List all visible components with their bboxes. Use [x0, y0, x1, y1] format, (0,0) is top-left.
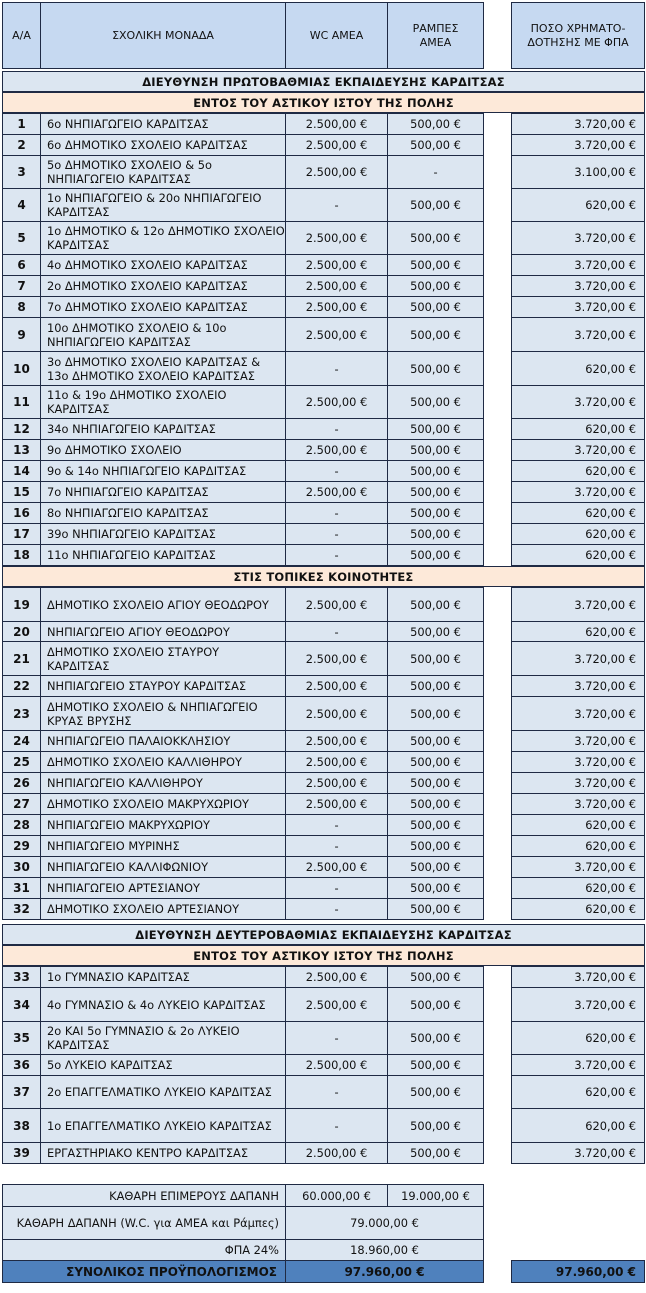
- row-number: 1: [2, 113, 41, 135]
- wc-cost: 2.500,00 €: [285, 317, 388, 352]
- ramp-cost: 500,00 €: [387, 587, 484, 622]
- ramp-cost: 500,00 €: [387, 351, 484, 386]
- directorate-title: ΔΙΕΥΘΥΝΣΗ ΠΡΩΤΟΒΑΘΜΙΑΣ ΕΚΠΑΙΔΕΥΣΗΣ ΚΑΡΔΙΤΣΑΣ: [2, 71, 645, 92]
- header-school: ΣΧΟΛΙΚΗ ΜΟΝΑΔΑ: [40, 2, 286, 69]
- funding-total: 620,00 €: [511, 621, 645, 642]
- ramp-cost: 500,00 €: [387, 523, 484, 545]
- wc-cost: 2.500,00 €: [285, 134, 388, 156]
- ramp-cost: 500,00 €: [387, 877, 484, 899]
- blank-column: [483, 113, 512, 566]
- row-number: 36: [2, 1054, 41, 1076]
- funding-total: 3.720,00 €: [511, 1054, 645, 1076]
- ramp-cost: 500,00 €: [387, 275, 484, 297]
- ramp-cost: 500,00 €: [387, 317, 484, 352]
- wc-cost: -: [285, 1021, 388, 1055]
- header-funding: ΠΟΣΟ ΧΡΗΜΑΤΟ-ΔΟΤΗΣΗΣ ΜΕ ΦΠΑ: [511, 2, 645, 69]
- ramp-cost: 500,00 €: [387, 621, 484, 642]
- funding-total: 620,00 €: [511, 418, 645, 440]
- row-number: 33: [2, 966, 41, 988]
- wc-cost: 2.500,00 €: [285, 254, 388, 276]
- row-number: 9: [2, 317, 41, 352]
- wc-cost: -: [285, 1075, 388, 1109]
- funding-total: 3.720,00 €: [511, 296, 645, 318]
- funding-total: 620,00 €: [511, 188, 645, 222]
- school-name: 3ο ΔΗΜΟΤΙΚΟ ΣΧΟΛΕΙΟ ΚΑΡΔΙΤΣΑΣ & 13ο ΔΗΜΟΤΙΚΟ ΣΧΟΛΕΙΟ ΚΑΡΔΙΤΣΑΣ: [40, 351, 286, 386]
- funding-total: 620,00 €: [511, 1108, 645, 1143]
- school-name: ΔΗΜΟΤΙΚΟ ΣΧΟΛΕΙΟ ΜΑΚΡΥΧΩΡΙΟΥ: [40, 793, 286, 815]
- school-name: 1ο ΔΗΜΟΤΙΚΟ & 12ο ΔΗΜΟΤΙΚΟ ΣΧΟΛΕΙΟ ΚΑΡΔΙΤΣΑΣ: [40, 221, 286, 255]
- row-number: 38: [2, 1108, 41, 1143]
- ramp-cost: 500,00 €: [387, 856, 484, 878]
- funding-total: 3.720,00 €: [511, 675, 645, 697]
- wc-cost: -: [285, 877, 388, 899]
- ramp-cost: 500,00 €: [387, 254, 484, 276]
- ramp-cost: 500,00 €: [387, 1142, 484, 1164]
- school-name: 2ο ΚΑΙ 5ο ΓΥΜΝΑΣΙΟ & 2ο ΛΥΚΕΙΟ ΚΑΡΔΙΤΣΑΣ: [40, 1021, 286, 1055]
- wc-cost: 2.500,00 €: [285, 751, 388, 773]
- funding-total: 620,00 €: [511, 523, 645, 545]
- row-number: 29: [2, 835, 41, 857]
- school-name: 7ο ΝΗΠΙΑΓΩΓΕΙΟ ΚΑΡΔΙΤΣΑΣ: [40, 481, 286, 503]
- ramp-cost: 500,00 €: [387, 1054, 484, 1076]
- area-subheader: ΣΤΙΣ ΤΟΠΙΚΕΣ ΚΟΙΝΟΤΗΤΕΣ: [2, 566, 645, 587]
- school-name: ΔΗΜΟΤΙΚΟ ΣΧΟΛΕΙΟ ΣΤΑΥΡΟΥ ΚΑΡΔΙΤΣΑΣ: [40, 641, 286, 676]
- school-name: ΝΗΠΙΑΓΩΓΕΙΟ ΣΤΑΥΡΟΥ ΚΑΡΔΙΤΣΑΣ: [40, 675, 286, 697]
- funding-total: 620,00 €: [511, 1075, 645, 1109]
- school-name: 6ο ΝΗΠΙΑΓΩΓΕΙΟ ΚΑΡΔΙΤΣΑΣ: [40, 113, 286, 135]
- school-name: 9ο ΔΗΜΟΤΙΚΟ ΣΧΟΛΕΙΟ: [40, 439, 286, 461]
- net-total-label: ΚΑΘΑΡΗ ΔΑΠΑΝΗ (W.C. για ΑΜΕΑ και Ράμπες): [2, 1206, 286, 1240]
- ramp-cost: 500,00 €: [387, 772, 484, 794]
- wc-cost: 2.500,00 €: [285, 856, 388, 878]
- ramp-cost: 500,00 €: [387, 418, 484, 440]
- ramp-cost: 500,00 €: [387, 835, 484, 857]
- row-number: 7: [2, 275, 41, 297]
- net-partial-label: ΚΑΘΑΡΗ ΕΠΙΜΕΡΟΥΣ ΔΑΠΑΝΗ: [2, 1184, 286, 1207]
- school-name: 5ο ΔΗΜΟΤΙΚΟ ΣΧΟΛΕΙΟ & 5ο ΝΗΠΙΑΓΩΓΕΙΟ ΚΑΡΔΙΤΣΑΣ: [40, 155, 286, 189]
- grand-total-label: ΣΥΝΟΛΙΚΟΣ ΠΡΟΫΠΟΛΟΓΙΣΜΟΣ: [2, 1260, 286, 1283]
- ramp-cost: 500,00 €: [387, 987, 484, 1022]
- funding-total: 3.720,00 €: [511, 439, 645, 461]
- wc-cost: 2.500,00 €: [285, 296, 388, 318]
- funding-total: 3.720,00 €: [511, 730, 645, 752]
- wc-cost: 2.500,00 €: [285, 730, 388, 752]
- funding-total: 3.720,00 €: [511, 1142, 645, 1164]
- school-name: 10ο ΔΗΜΟΤΙΚΟ ΣΧΟΛΕΙΟ & 10ο ΝΗΠΙΑΓΩΓΕΙΟ ΚΑΡΔΙΤΣΑΣ: [40, 317, 286, 352]
- wc-cost: -: [285, 1108, 388, 1143]
- funding-total: 3.720,00 €: [511, 856, 645, 878]
- blank-column: [483, 587, 512, 920]
- funding-total: 3.720,00 €: [511, 317, 645, 352]
- school-name: ΝΗΠΙΑΓΩΓΕΙΟ ΜΥΡΙΝΗΣ: [40, 835, 286, 857]
- funding-total: 3.720,00 €: [511, 641, 645, 676]
- row-number: 39: [2, 1142, 41, 1164]
- funding-total: 620,00 €: [511, 814, 645, 836]
- school-name: ΔΗΜΟΤΙΚΟ ΣΧΟΛΕΙΟ ΑΓΙΟΥ ΘΕΟΔΩΡΟΥ: [40, 587, 286, 622]
- row-number: 30: [2, 856, 41, 878]
- row-number: 35: [2, 1021, 41, 1055]
- funding-total: 3.720,00 €: [511, 587, 645, 622]
- wc-cost: 2.500,00 €: [285, 221, 388, 255]
- wc-cost: -: [285, 351, 388, 386]
- ramp-cost: 500,00 €: [387, 1108, 484, 1143]
- funding-total: 3.720,00 €: [511, 793, 645, 815]
- school-name: ΔΗΜΟΤΙΚΟ ΣΧΟΛΕΙΟ ΑΡΤΕΣΙΑΝΟΥ: [40, 898, 286, 920]
- row-number: 8: [2, 296, 41, 318]
- funding-total: 620,00 €: [511, 544, 645, 566]
- row-number: 13: [2, 439, 41, 461]
- row-number: 20: [2, 621, 41, 642]
- row-number: 15: [2, 481, 41, 503]
- ramp-cost: 500,00 €: [387, 544, 484, 566]
- ramp-cost: 500,00 €: [387, 641, 484, 676]
- net-total-value: 79.000,00 €: [285, 1206, 484, 1240]
- wc-cost: 2.500,00 €: [285, 772, 388, 794]
- ramp-cost: 500,00 €: [387, 966, 484, 988]
- row-number: 32: [2, 898, 41, 920]
- row-number: 14: [2, 460, 41, 482]
- wc-cost: -: [285, 502, 388, 524]
- row-number: 27: [2, 793, 41, 815]
- school-name: 11ο ΝΗΠΙΑΓΩΓΕΙΟ ΚΑΡΔΙΤΣΑΣ: [40, 544, 286, 566]
- row-number: 37: [2, 1075, 41, 1109]
- ramp-cost: 500,00 €: [387, 188, 484, 222]
- wc-cost: 2.500,00 €: [285, 385, 388, 419]
- school-name: ΔΗΜΟΤΙΚΟ ΣΧΟΛΕΙΟ ΚΑΛΛΙΘΗΡΟΥ: [40, 751, 286, 773]
- wc-cost: 2.500,00 €: [285, 966, 388, 988]
- ramp-cost: 500,00 €: [387, 385, 484, 419]
- funding-total: 3.720,00 €: [511, 113, 645, 135]
- ramp-cost: 500,00 €: [387, 696, 484, 731]
- funding-total: 3.720,00 €: [511, 385, 645, 419]
- directorate-title: ΔΙΕΥΘΥΝΣΗ ΔΕΥΤΕΡΟΒΑΘΜΙΑΣ ΕΚΠΑΙΔΕΥΣΗΣ ΚΑΡΔΙΤΣΑΣ: [2, 924, 645, 945]
- wc-cost: 2.500,00 €: [285, 793, 388, 815]
- wc-cost: -: [285, 835, 388, 857]
- funding-total: 3.720,00 €: [511, 275, 645, 297]
- row-number: 31: [2, 877, 41, 899]
- school-name: 7ο ΔΗΜΟΤΙΚΟ ΣΧΟΛΕΙΟ ΚΑΡΔΙΤΣΑΣ: [40, 296, 286, 318]
- school-name: ΝΗΠΙΑΓΩΓΕΙΟ ΜΑΚΡΥΧΩΡΙΟΥ: [40, 814, 286, 836]
- grand-total-value: 97.960,00 €: [285, 1260, 484, 1283]
- school-name: ΕΡΓΑΣΤΗΡΙΑΚΟ ΚΕΝΤΡΟ ΚΑΡΔΙΤΣΑΣ: [40, 1142, 286, 1164]
- row-number: 24: [2, 730, 41, 752]
- school-name: 39ο ΝΗΠΙΑΓΩΓΕΙΟ ΚΑΡΔΙΤΣΑΣ: [40, 523, 286, 545]
- wc-cost: 2.500,00 €: [285, 439, 388, 461]
- row-number: 22: [2, 675, 41, 697]
- wc-cost: -: [285, 814, 388, 836]
- ramp-cost: 500,00 €: [387, 898, 484, 920]
- row-number: 6: [2, 254, 41, 276]
- funding-total: 3.720,00 €: [511, 751, 645, 773]
- net-partial-wc: 60.000,00 €: [285, 1184, 388, 1207]
- ramp-cost: 500,00 €: [387, 439, 484, 461]
- ramp-cost: 500,00 €: [387, 675, 484, 697]
- wc-cost: -: [285, 418, 388, 440]
- wc-cost: -: [285, 544, 388, 566]
- wc-cost: 2.500,00 €: [285, 481, 388, 503]
- row-number: 34: [2, 987, 41, 1022]
- funding-total: 620,00 €: [511, 460, 645, 482]
- funding-total: 3.720,00 €: [511, 966, 645, 988]
- row-number: 19: [2, 587, 41, 622]
- grand-total-funding: 97.960,00 €: [511, 1260, 645, 1283]
- wc-cost: 2.500,00 €: [285, 275, 388, 297]
- funding-total: 620,00 €: [511, 502, 645, 524]
- blank-column: [483, 966, 512, 1164]
- school-name: 1ο ΕΠΑΓΓΕΛΜΑΤΙΚΟ ΛΥΚΕΙΟ ΚΑΡΔΙΤΣΑΣ: [40, 1108, 286, 1143]
- row-number: 4: [2, 188, 41, 222]
- wc-cost: 2.500,00 €: [285, 113, 388, 135]
- row-number: 25: [2, 751, 41, 773]
- wc-cost: 2.500,00 €: [285, 675, 388, 697]
- funding-total: 620,00 €: [511, 877, 645, 899]
- area-subheader: ΕΝΤΟΣ ΤΟΥ ΑΣΤΙΚΟΥ ΙΣΤΟΥ ΤΗΣ ΠΟΛΗΣ: [2, 92, 645, 113]
- ramp-cost: 500,00 €: [387, 481, 484, 503]
- funding-total: 3.720,00 €: [511, 254, 645, 276]
- school-name: ΝΗΠΙΑΓΩΓΕΙΟ ΚΑΛΛΙΘΗΡΟΥ: [40, 772, 286, 794]
- ramp-cost: 500,00 €: [387, 502, 484, 524]
- row-number: 10: [2, 351, 41, 386]
- row-number: 21: [2, 641, 41, 676]
- ramp-cost: 500,00 €: [387, 460, 484, 482]
- school-name: 1ο ΓΥΜΝΑΣΙΟ ΚΑΡΔΙΤΣΑΣ: [40, 966, 286, 988]
- header-aa: Α/Α: [2, 2, 41, 69]
- school-name: ΝΗΠΙΑΓΩΓΕΙΟ ΑΓΙΟΥ ΘΕΟΔΩΡΟΥ: [40, 621, 286, 642]
- ramp-cost: 500,00 €: [387, 113, 484, 135]
- school-name: 2ο ΕΠΑΓΓΕΛΜΑΤΙΚΟ ΛΥΚΕΙΟ ΚΑΡΔΙΤΣΑΣ: [40, 1075, 286, 1109]
- row-number: 2: [2, 134, 41, 156]
- ramp-cost: 500,00 €: [387, 134, 484, 156]
- funding-total: 3.720,00 €: [511, 772, 645, 794]
- ramp-cost: 500,00 €: [387, 730, 484, 752]
- wc-cost: -: [285, 898, 388, 920]
- header-wc: WC ΑΜΕΑ: [285, 2, 388, 69]
- ramp-cost: 500,00 €: [387, 1075, 484, 1109]
- row-number: 11: [2, 385, 41, 419]
- ramp-cost: 500,00 €: [387, 221, 484, 255]
- school-name: ΔΗΜΟΤΙΚΟ ΣΧΟΛΕΙΟ & ΝΗΠΙΑΓΩΓΕΙΟ ΚΡΥΑΣ ΒΡΥΣΗΣ: [40, 696, 286, 731]
- row-number: 26: [2, 772, 41, 794]
- net-partial-ramps: 19.000,00 €: [387, 1184, 484, 1207]
- ramp-cost: 500,00 €: [387, 793, 484, 815]
- wc-cost: 2.500,00 €: [285, 155, 388, 189]
- school-name: 4ο ΓΥΜΝΑΣΙΟ & 4ο ΛΥΚΕΙΟ ΚΑΡΔΙΤΣΑΣ: [40, 987, 286, 1022]
- wc-cost: -: [285, 460, 388, 482]
- wc-cost: 2.500,00 €: [285, 696, 388, 731]
- ramp-cost: 500,00 €: [387, 751, 484, 773]
- wc-cost: 2.500,00 €: [285, 641, 388, 676]
- school-name: 4ο ΔΗΜΟΤΙΚΟ ΣΧΟΛΕΙΟ ΚΑΡΔΙΤΣΑΣ: [40, 254, 286, 276]
- funding-total: 620,00 €: [511, 1021, 645, 1055]
- header-gap: [483, 2, 512, 69]
- row-number: 3: [2, 155, 41, 189]
- ramp-cost: 500,00 €: [387, 814, 484, 836]
- school-name: ΝΗΠΙΑΓΩΓΕΙΟ ΚΑΛΛΙΦΩΝΙΟΥ: [40, 856, 286, 878]
- school-name: ΝΗΠΙΑΓΩΓΕΙΟ ΑΡΤΕΣΙΑΝΟΥ: [40, 877, 286, 899]
- school-name: 2ο ΔΗΜΟΤΙΚΟ ΣΧΟΛΕΙΟ ΚΑΡΔΙΤΣΑΣ: [40, 275, 286, 297]
- header-ramps: ΡΑΜΠΕΣ ΑΜΕΑ: [387, 2, 484, 69]
- row-number: 17: [2, 523, 41, 545]
- wc-cost: 2.500,00 €: [285, 1142, 388, 1164]
- funding-total: 3.720,00 €: [511, 987, 645, 1022]
- school-name: 1ο ΝΗΠΙΑΓΩΓΕΙΟ & 20ο ΝΗΠΙΑΓΩΓΕΙΟ ΚΑΡΔΙΤΣΑΣ: [40, 188, 286, 222]
- row-number: 5: [2, 221, 41, 255]
- wc-cost: -: [285, 188, 388, 222]
- row-number: 12: [2, 418, 41, 440]
- funding-total: 3.720,00 €: [511, 481, 645, 503]
- wc-cost: 2.500,00 €: [285, 1054, 388, 1076]
- wc-cost: 2.500,00 €: [285, 987, 388, 1022]
- school-name: ΝΗΠΙΑΓΩΓΕΙΟ ΠΑΛΑΙΟΚΚΛΗΣΙΟΥ: [40, 730, 286, 752]
- ramp-cost: 500,00 €: [387, 1021, 484, 1055]
- school-name: 34ο ΝΗΠΙΑΓΩΓΕΙΟ ΚΑΡΔΙΤΣΑΣ: [40, 418, 286, 440]
- funding-total: 3.100,00 €: [511, 155, 645, 189]
- wc-cost: 2.500,00 €: [285, 587, 388, 622]
- wc-cost: -: [285, 621, 388, 642]
- school-name: 8ο ΝΗΠΙΑΓΩΓΕΙΟ ΚΑΡΔΙΤΣΑΣ: [40, 502, 286, 524]
- wc-cost: -: [285, 523, 388, 545]
- row-number: 18: [2, 544, 41, 566]
- ramp-cost: -: [387, 155, 484, 189]
- row-number: 23: [2, 696, 41, 731]
- vat-label: ΦΠΑ 24%: [2, 1239, 286, 1261]
- funding-total: 3.720,00 €: [511, 221, 645, 255]
- area-subheader: ΕΝΤΟΣ ΤΟΥ ΑΣΤΙΚΟΥ ΙΣΤΟΥ ΤΗΣ ΠΟΛΗΣ: [2, 945, 645, 966]
- school-name: 9ο & 14ο ΝΗΠΙΑΓΩΓΕΙΟ ΚΑΡΔΙΤΣΑΣ: [40, 460, 286, 482]
- vat-value: 18.960,00 €: [285, 1239, 484, 1261]
- funding-total: 620,00 €: [511, 898, 645, 920]
- funding-total: 620,00 €: [511, 351, 645, 386]
- row-number: 28: [2, 814, 41, 836]
- row-number: 16: [2, 502, 41, 524]
- school-name: 11ο & 19ο ΔΗΜΟΤΙΚΟ ΣΧΟΛΕΙΟ ΚΑΡΔΙΤΣΑΣ: [40, 385, 286, 419]
- funding-total: 3.720,00 €: [511, 134, 645, 156]
- funding-total: 3.720,00 €: [511, 696, 645, 731]
- ramp-cost: 500,00 €: [387, 296, 484, 318]
- school-name: 6ο ΔΗΜΟΤΙΚΟ ΣΧΟΛΕΙΟ ΚΑΡΔΙΤΣΑΣ: [40, 134, 286, 156]
- funding-total: 620,00 €: [511, 835, 645, 857]
- school-name: 5ο ΛΥΚΕΙΟ ΚΑΡΔΙΤΣΑΣ: [40, 1054, 286, 1076]
